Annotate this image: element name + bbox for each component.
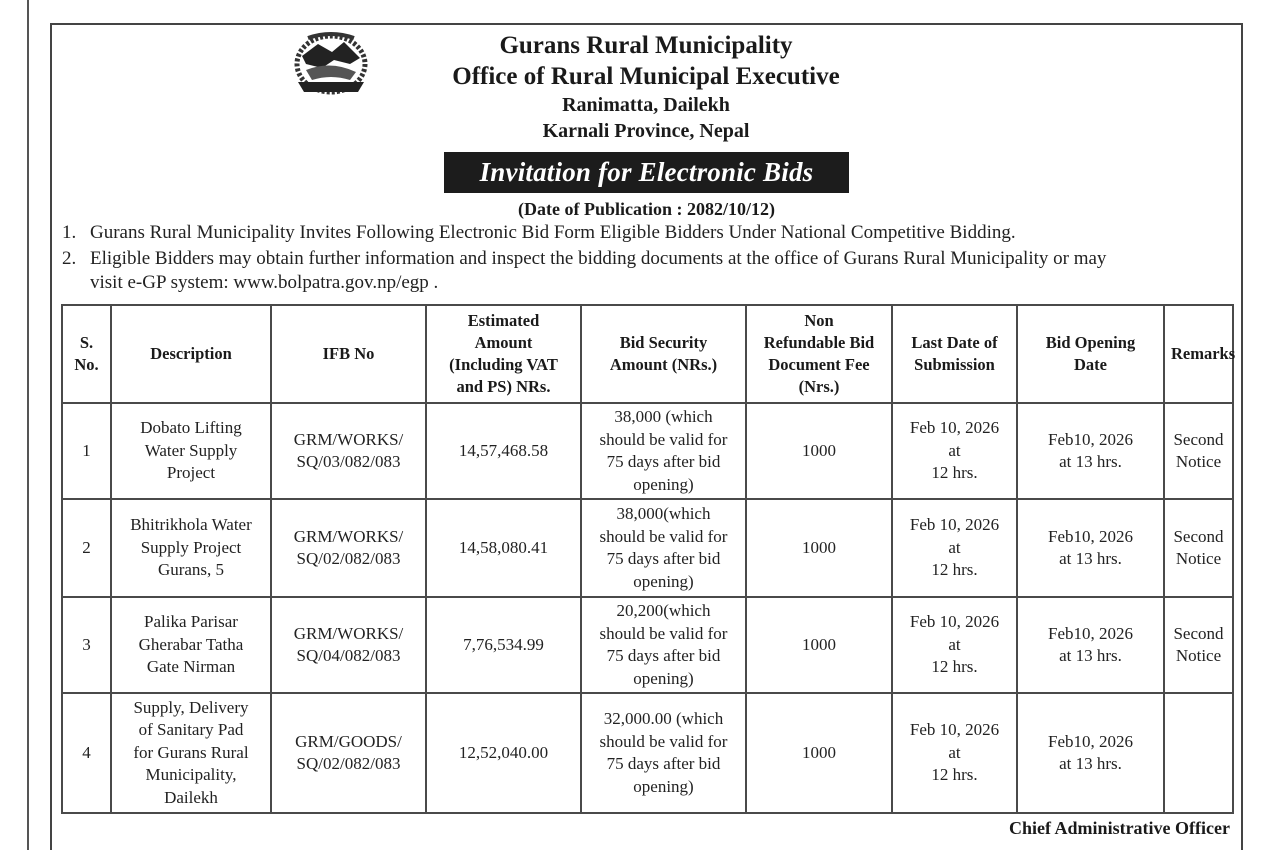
- paragraph-number: 2.: [62, 248, 77, 269]
- header-estimated-amount: Estimated Amount (Including VAT and PS) NRs.: [426, 305, 581, 403]
- header-bid-security: Bid Security Amount (NRs.): [581, 305, 746, 403]
- header-description: Description: [111, 305, 271, 403]
- cell-sno: 3: [62, 597, 111, 693]
- table-header-row: [62, 305, 1233, 403]
- cell-last-date: Feb 10, 2026 at 12 hrs.: [892, 693, 1017, 813]
- cell-description: Supply, Delivery of Sanitary Pad for Gurans Rural Municipality, Dailekh: [111, 693, 271, 813]
- cell-remarks: Second Notice: [1164, 499, 1233, 597]
- cell-remarks: Second Notice: [1164, 403, 1233, 499]
- cell-estimated-amount: 7,76,534.99: [426, 597, 581, 693]
- header-remarks: Remarks: [1164, 305, 1233, 403]
- cell-opening-date: Feb10, 2026 at 13 hrs.: [1017, 499, 1164, 597]
- cell-ifb-no: GRM/WORKS/ SQ/04/082/083: [271, 597, 426, 693]
- cell-estimated-amount: 14,57,468.58: [426, 403, 581, 499]
- office-province: Karnali Province, Nepal: [542, 120, 750, 142]
- notice-paragraph-1: [62, 221, 1237, 245]
- paragraph-continuation: visit e-GP system: www.bolpatra.gov.np/egp .: [90, 272, 439, 293]
- table-row: [62, 597, 1233, 693]
- municipality-name: Gurans Rural Municipality: [499, 32, 793, 59]
- paragraph-text: Eligible Bidders may obtain further information and inspect the bidding documents at the office of Gurans Rural Municipality or may: [90, 248, 1107, 269]
- government-emblem-icon: [288, 30, 374, 102]
- paragraph-text: Gurans Rural Municipality Invites Following Electronic Bid Form Eligible Bidders Under National Competitive Bidding.: [90, 222, 1016, 243]
- cell-opening-date: Feb10, 2026 at 13 hrs.: [1017, 597, 1164, 693]
- cell-document-fee: 1000: [746, 597, 892, 693]
- table-row: [62, 693, 1233, 813]
- header-document-fee: Non Refundable Bid Document Fee (Nrs.): [746, 305, 892, 403]
- paragraph-number: 1.: [62, 222, 77, 243]
- cell-sno: 2: [62, 499, 111, 597]
- cell-ifb-no: GRM/WORKS/ SQ/02/082/083: [271, 499, 426, 597]
- cell-estimated-amount: 14,58,080.41: [426, 499, 581, 597]
- header-ifb-no: IFB No: [271, 305, 426, 403]
- cell-document-fee: 1000: [746, 693, 892, 813]
- cell-document-fee: 1000: [746, 403, 892, 499]
- cell-last-date: Feb 10, 2026 at 12 hrs.: [892, 403, 1017, 499]
- table-row: [62, 403, 1233, 499]
- cell-description: Palika Parisar Gherabar Tatha Gate Nirman: [111, 597, 271, 693]
- notice-header: [380, 30, 912, 144]
- cell-bid-security: 38,000 (which should be valid for 75 days after bid opening): [581, 403, 746, 499]
- header-opening-date: Bid Opening Date: [1017, 305, 1164, 403]
- cell-sno: 1: [62, 403, 111, 499]
- page-margin-line: [27, 0, 29, 850]
- cell-sno: 4: [62, 693, 111, 813]
- cell-bid-security: 20,200(which should be valid for 75 days after bid opening): [581, 597, 746, 693]
- cell-remarks: [1164, 693, 1233, 813]
- cell-last-date: Feb 10, 2026 at 12 hrs.: [892, 499, 1017, 597]
- bids-table: [61, 304, 1234, 814]
- office-location: Ranimatta, Dailekh: [562, 94, 730, 116]
- header-sno: S. No.: [62, 305, 111, 403]
- notice-title-banner: Invitation for Electronic Bids: [444, 152, 849, 193]
- notice-paragraph-2: [62, 247, 1237, 295]
- cell-last-date: Feb 10, 2026 at 12 hrs.: [892, 597, 1017, 693]
- table-row: [62, 499, 1233, 597]
- office-name: Office of Rural Municipal Executive: [452, 63, 840, 90]
- cell-opening-date: Feb10, 2026 at 13 hrs.: [1017, 693, 1164, 813]
- cell-bid-security: 32,000.00 (which should be valid for 75 days after bid opening): [581, 693, 746, 813]
- cell-estimated-amount: 12,52,040.00: [426, 693, 581, 813]
- signatory-title: Chief Administrative Officer: [1009, 818, 1230, 838]
- cell-remarks: Second Notice: [1164, 597, 1233, 693]
- cell-ifb-no: GRM/GOODS/ SQ/02/082/083: [271, 693, 426, 813]
- cell-bid-security: 38,000(which should be valid for 75 days after bid opening): [581, 499, 746, 597]
- cell-description: Dobato Lifting Water Supply Project: [111, 403, 271, 499]
- header-last-date: Last Date of Submission: [892, 305, 1017, 403]
- publication-date: (Date of Publication : 2082/10/12): [518, 199, 775, 219]
- cell-opening-date: Feb10, 2026 at 13 hrs.: [1017, 403, 1164, 499]
- cell-description: Bhitrikhola Water Supply Project Gurans, 5: [111, 499, 271, 597]
- cell-document-fee: 1000: [746, 499, 892, 597]
- cell-ifb-no: GRM/WORKS/ SQ/03/082/083: [271, 403, 426, 499]
